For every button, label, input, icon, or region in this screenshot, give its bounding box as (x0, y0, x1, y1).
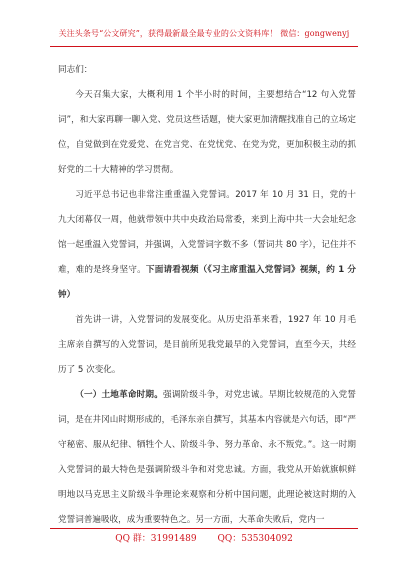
paragraph-2-text: 习近平总书记也非常注重重温入党誓词。2017 年 10 月 31 日，党的十九大闭幕仅一周，他就带领中共中央政治局常委，来到上海中共一大会址纪念馆一起重温入党誓词，并强调，入党誓词字数不多（誓词共 80 字），记住并不难，难的是终身坚守。 (58, 190, 356, 275)
paragraph-2 (58, 183, 356, 308)
salutation: 同志们： (58, 65, 93, 75)
header-banner: 关注头条号“公文研究”，获得最新最全最专业的公文资料库！ 微信：gongwenyj (58, 29, 350, 38)
document-body (58, 58, 356, 533)
footer (0, 531, 408, 544)
header-divider (50, 46, 358, 47)
paragraph-3: 首先讲一讲，入党誓词的发展变化。从历史沿革来看，1927 年 10 月毛主席亲自撰写的入党誓词，是目前所见我党最早的入党誓词，直至今天，共经历了 5 次变化。 (58, 315, 356, 375)
footer-divider (50, 528, 358, 529)
qq-number: QQ：535304092 (217, 534, 293, 544)
paragraph-4 (58, 383, 356, 533)
paragraph-1: 今天召集大家，大概利用 1 个半小时的时间，主要想结合“12 句入党誓词”，和大家再聊一聊入党、党员这些话题，使大家更加清醒找准自己的立场定位，自觉做到在党爱党、在党言党、在党忧党、在党为党，更加积极主动的抓好党的二十大精神的学习贯彻。 (58, 90, 356, 175)
qq-group: QQ 群：31991489 (115, 534, 197, 544)
video-note: 下面请看视频（《习主席重温入党誓词》视频，约 1 分钟） (58, 265, 356, 300)
section-heading: （一）土地革命时期。 (75, 390, 163, 400)
paragraph-4-text: 强调阶级斗争，对党忠诚。早期比较规范的入党誓词，是在井冈山时期形成的，毛泽东亲自撰写，其基本内容就是六句话，即“严守秘密、服从纪律、牺牲个人、阶级斗争、努力革命、永不叛党。”。这一时期入党誓词的最大特色是强调阶级斗争和对党忠诚。方面，我党从开始就旗帜鲜明地以马克思主义阶级斗争理论来观察和分析中国问题，此理论被这时期的入党誓词普遍吸收，成为重要特色之。另一方面，大革命失败后，党内一 (58, 390, 356, 525)
